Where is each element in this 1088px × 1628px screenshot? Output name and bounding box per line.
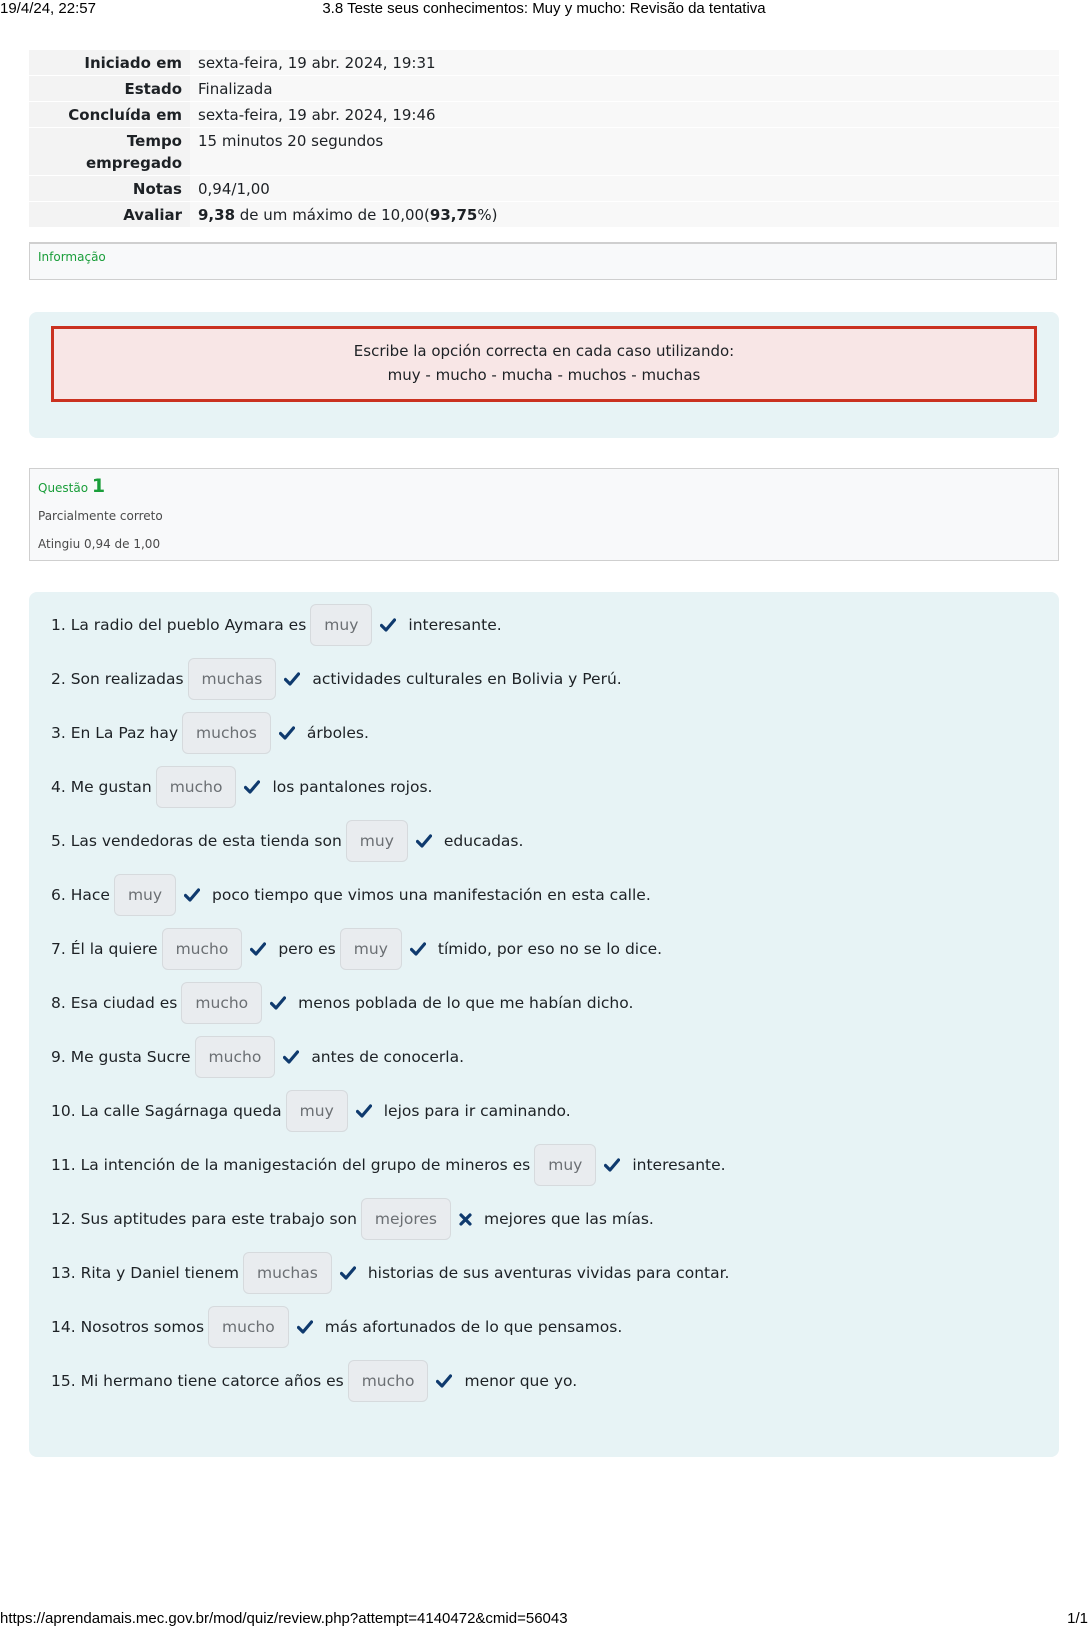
summary-row-grade [29,202,1059,228]
item-text-after: más afortunados de lo que pensamos. [324,1318,623,1336]
print-header [0,0,1088,20]
question-item [51,1360,577,1402]
item-text-before: 15. Mi hermano tiene catorce años es [51,1372,344,1390]
check-icon [279,726,295,740]
answer-field[interactable]: mucho [162,928,243,970]
answer-field[interactable]: muy [346,820,408,862]
question-state: Parcialmente correto [38,509,163,523]
question-item [51,928,662,970]
question-item [51,1036,464,1078]
item-text-after: antes de conocerla. [311,1048,465,1066]
summary-row-marks [29,176,1059,202]
item-text-after: menos poblada de lo que me habían dicho. [298,994,634,1012]
instructions-alert [51,326,1037,402]
question-item [51,874,651,916]
summary-row-time [29,128,1059,176]
print-page-count: 1/1 [1067,1610,1088,1627]
item-text-before: 13. Rita y Daniel tienem [51,1264,239,1282]
summary-row-completed [29,102,1059,128]
question-item [51,1198,654,1240]
item-text-after: lejos para ir caminando. [383,1102,571,1120]
check-icon [250,942,266,956]
item-text-middle: pero es [278,940,336,958]
summary-value: sexta-feira, 19 abr. 2024, 19:31 [190,50,1059,76]
summary-label: Estado [29,76,190,102]
grade-mid: de um máximo de 10,00( [235,206,430,224]
question-num: 1 [91,475,106,497]
attempt-summary-table [29,50,1059,228]
item-text-after: educadas. [443,832,524,850]
question-label: Questão [38,481,89,495]
summary-label: Tempo empregado [29,128,190,176]
information-block [29,242,1057,280]
item-text-before: 12. Sus aptitudes para este trabajo son [51,1210,357,1228]
summary-value [190,202,1059,228]
summary-row-state [29,76,1059,102]
question-item [51,658,622,700]
instructions-panel [29,312,1059,438]
question-item [51,1252,729,1294]
instructions-line-2: muy - mucho - mucha - muchos - muchas [387,366,701,384]
answer-field[interactable]: mucho [195,1036,276,1078]
question-item [51,604,502,646]
summary-label: Avaliar [29,202,190,228]
item-text-after: tímido, por eso no se lo dice. [437,940,663,958]
check-icon [356,1104,372,1118]
answer-field[interactable]: muy [310,604,372,646]
answer-field[interactable]: mucho [348,1360,429,1402]
question-item [51,712,369,754]
question-number [38,475,105,497]
item-text-before: 4. Me gustan [51,778,152,796]
check-icon [436,1374,452,1388]
summary-value: 15 minutos 20 segundos [190,128,1059,176]
item-text-after: actividades culturales en Bolivia y Perú. [312,670,622,688]
check-icon [410,942,426,956]
item-text-before: 8. Esa ciudad es [51,994,178,1012]
answer-field[interactable]: mucho [181,982,262,1024]
item-text-after: mejores que las mías. [484,1210,654,1228]
item-text-after: árboles. [306,724,369,742]
item-text-after: interesante. [632,1156,726,1174]
summary-value: Finalizada [190,76,1059,102]
item-text-before: 10. La calle Sagárnaga queda [51,1102,282,1120]
check-icon [184,888,200,902]
question-grade: Atingiu 0,94 de 1,00 [38,537,161,551]
print-url: https://aprendamais.mec.gov.br/mod/quiz/review.php?attempt=4140472&cmid=56043 [0,1610,568,1627]
answer-field[interactable]: mucho [208,1306,289,1348]
instructions-line-1: Escribe la opción correcta en cada caso utilizando: [353,342,735,360]
item-text-before: 6. Hace [51,886,110,904]
question-item [51,1090,571,1132]
question-item [51,1306,622,1348]
answer-field[interactable]: muchas [243,1252,332,1294]
summary-value: sexta-feira, 19 abr. 2024, 19:46 [190,102,1059,128]
answer-field[interactable]: muchas [188,658,277,700]
item-text-before: 11. La intención de la manigestación del grupo de mineros es [51,1156,531,1174]
answer-field[interactable]: mucho [156,766,237,808]
item-text-after: los pantalones rojos. [272,778,433,796]
check-icon [416,834,432,848]
question-item [51,1144,726,1186]
item-text-before: 7. Él la quiere [51,940,158,958]
information-label: Informação [38,250,106,264]
answer-field[interactable]: muy [534,1144,596,1186]
print-footer [0,1610,1088,1628]
check-icon [604,1158,620,1172]
item-text-before: 2. Son realizadas [51,670,184,688]
question-info [29,468,1059,561]
grade-score: 9,38 [198,206,236,224]
question-item [51,820,523,862]
item-text-before: 3. En La Paz hay [51,724,179,742]
question-item [51,766,432,808]
item-text-before: 1. La radio del pueblo Aymara es [51,616,307,634]
summary-label: Iniciado em [29,50,190,76]
check-icon [244,780,260,794]
grade-end: %) [477,206,498,224]
print-date: 19/4/24, 22:57 [0,0,96,17]
cross-icon [459,1213,472,1226]
item-text-before: 14. Nosotros somos [51,1318,205,1336]
check-icon [283,1050,299,1064]
grade-percent: 93,75 [429,206,478,224]
item-text-after: poco tiempo que vimos una manifestación en esta calle. [212,886,651,904]
item-text-after: menor que yo. [464,1372,578,1390]
answer-field[interactable]: mejores [361,1198,451,1240]
item-text-after: interesante. [408,616,502,634]
check-icon [284,672,300,686]
answer-field[interactable]: muy [340,928,402,970]
check-icon [270,996,286,1010]
answer-field[interactable]: muy [286,1090,348,1132]
summary-label: Notas [29,176,190,202]
summary-row-started [29,50,1059,76]
print-page-title: 3.8 Teste seus conhecimentos: Muy y mucho: Revisão da tentativa [322,0,766,17]
item-text-before: 5. Las vendedoras de esta tienda son [51,832,342,850]
answer-field[interactable]: muy [114,874,176,916]
summary-value: 0,94/1,00 [190,176,1059,202]
check-icon [340,1266,356,1280]
question-item [51,982,633,1024]
item-text-before: 9. Me gusta Sucre [51,1048,191,1066]
answer-field[interactable]: muchos [182,712,271,754]
question-content [29,592,1059,1457]
item-text-after: historias de sus aventuras vividas para contar. [367,1264,730,1282]
summary-label: Concluída em [29,102,190,128]
check-icon [380,618,396,632]
check-icon [297,1320,313,1334]
